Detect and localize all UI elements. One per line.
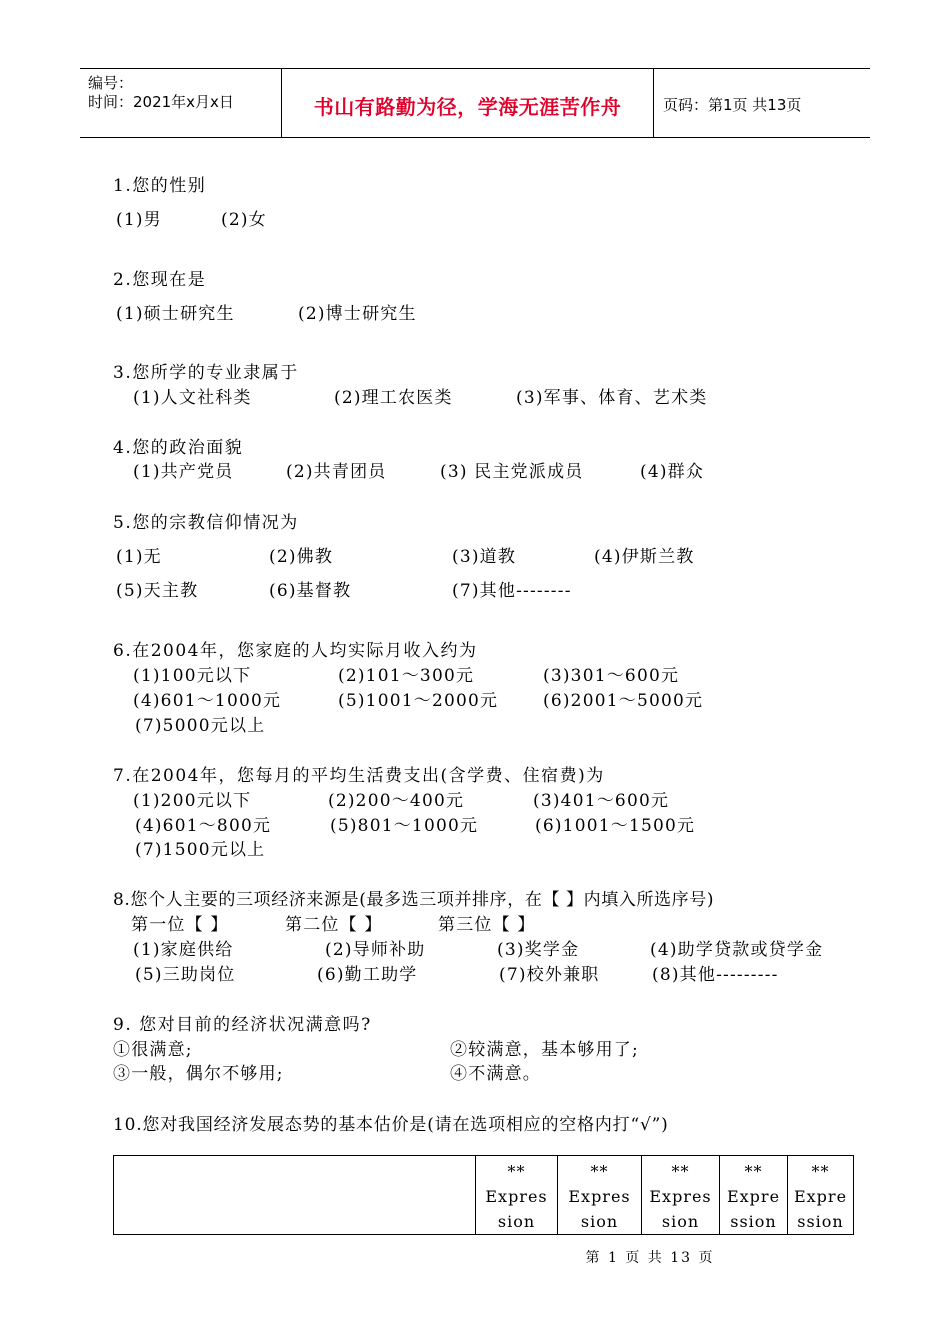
q4-option-1: (1)共产党员 [133,462,234,482]
table-row [114,1156,854,1235]
q6-option-1: (1)100元以下 [133,666,252,686]
q4-option-4: (4)群众 [640,462,705,482]
q6-option-6: (6)2001～5000元 [543,691,704,711]
q6-option-5: (5)1001～2000元 [338,691,499,711]
cell-stars: ** [811,1162,830,1181]
q4-option-3: (3) 民主党派成员 [440,462,584,482]
q9-option-3: ③一般，偶尔不够用; [113,1064,284,1084]
question-6-title: 6.在2004年，您家庭的人均实际月收入约为 [113,641,478,661]
q8-option-6: (6)勤工助学 [317,965,418,985]
table-header-cell[interactable] [642,1156,720,1235]
q3-option-3: (3)军事、体育、艺术类 [516,388,708,408]
q8-option-8: (8)其他--------- [652,965,779,985]
q6-option-3: (3)301～600元 [543,666,680,686]
header-motto: 书山有路勤为径，学海无涯苦作舟 [313,95,622,119]
header-page-label: 页码：第1页 共13页 [663,96,802,114]
cell-stars: ** [744,1162,763,1181]
q7-option-2: (2)200～400元 [328,791,465,811]
q6-option-7: (7)5000元以上 [135,716,266,736]
question-7-title: 7.在2004年，您每月的平均生活费支出(含学费、住宿费)为 [113,766,605,786]
q8-option-7: (7)校外兼职 [499,965,600,985]
q6-option-2: (2)101～300元 [338,666,475,686]
q8-rank-first: 第一位【 】 [131,915,229,935]
cell-text-line2: sion [497,1212,536,1231]
q8-rank-second: 第二位【 】 [285,915,383,935]
q9-option-1: ①很满意; [113,1040,193,1060]
evaluation-table [113,1155,854,1235]
table-header-cell[interactable] [788,1156,854,1235]
table-header-cell[interactable] [558,1156,642,1235]
cell-text-line2: ssion [730,1212,777,1231]
q1-option-2: (2)女 [221,210,267,230]
cell-stars: ** [671,1162,690,1181]
q5-option-5: (5)天主教 [116,581,199,601]
q8-option-1: (1)家庭供给 [133,940,234,960]
q5-option-1: (1)无 [116,547,162,567]
cell-text-line1: Expre [793,1187,848,1206]
question-3-title: 3.您所学的专业隶属于 [113,363,299,383]
cell-text-line1: Expres [485,1187,548,1206]
header-info-cell [80,69,282,137]
question-8-title: 8.您个人主要的三项经济来源是(最多选三项并排序，在【 】内填入所选序号) [113,890,715,910]
q8-option-2: (2)导师补助 [325,940,426,960]
q7-option-6: (6)1001～1500元 [535,816,696,836]
q5-option-4: (4)伊斯兰教 [594,547,695,567]
document-number-label: 编号： [88,74,134,92]
table-header-cell[interactable] [720,1156,788,1235]
q7-option-4: (4)601～800元 [135,816,272,836]
q6-option-4: (4)601～1000元 [133,691,282,711]
q8-option-4: (4)助学贷款或贷学金 [650,940,824,960]
q9-option-2: ②较满意，基本够用了; [450,1040,639,1060]
cell-text-line2: ssion [797,1212,844,1231]
q1-option-1: (1)男 [116,210,162,230]
question-2-title: 2.您现在是 [113,270,207,290]
cell-stars: ** [507,1162,526,1181]
q8-rank-third: 第三位【 】 [438,915,536,935]
q3-option-2: (2)理工农医类 [334,388,453,408]
q8-option-5: (5)三助岗位 [135,965,236,985]
document-date-label: 时间：2021年x月x日 [88,93,234,111]
cell-text-line2: sion [661,1212,700,1231]
q7-option-7: (7)1500元以上 [135,840,266,860]
q2-option-1: (1)硕士研究生 [116,304,235,324]
q5-option-6: (6)基督教 [269,581,352,601]
page-footer: 第 1 页 共 13 页 [585,1250,715,1266]
q7-option-5: (5)801～1000元 [330,816,479,836]
q8-option-3: (3)奖学金 [497,940,580,960]
page-header [80,68,870,138]
q9-option-4: ④不满意。 [450,1064,541,1084]
q7-option-3: (3)401～600元 [533,791,670,811]
q7-option-1: (1)200元以下 [133,791,252,811]
q5-option-2: (2)佛教 [269,547,334,567]
cell-text-line1: Expres [649,1187,712,1206]
question-5-title: 5.您的宗教信仰情况为 [113,513,299,533]
question-4-title: 4.您的政治面貌 [113,438,244,458]
table-item-cell[interactable] [114,1156,476,1235]
cell-text-line1: Expres [568,1187,631,1206]
cell-text-line2: sion [580,1212,619,1231]
header-page-cell [654,69,870,137]
question-1-title: 1.您的性别 [113,176,207,196]
cell-stars: ** [590,1162,609,1181]
q5-option-7: (7)其他-------- [452,581,572,601]
q2-option-2: (2)博士研究生 [298,304,417,324]
q4-option-2: (2)共青团员 [286,462,387,482]
cell-text-line1: Expre [726,1187,781,1206]
table-header-cell[interactable] [476,1156,558,1235]
q5-option-3: (3)道教 [452,547,517,567]
q3-option-1: (1)人文社科类 [133,388,252,408]
question-9-title: 9. 您对目前的经济状况满意吗? [113,1015,372,1035]
question-10-title: 10.您对我国经济发展态势的基本估价是(请在选项相应的空格内打“√”) [113,1115,669,1135]
header-motto-cell [282,69,654,137]
